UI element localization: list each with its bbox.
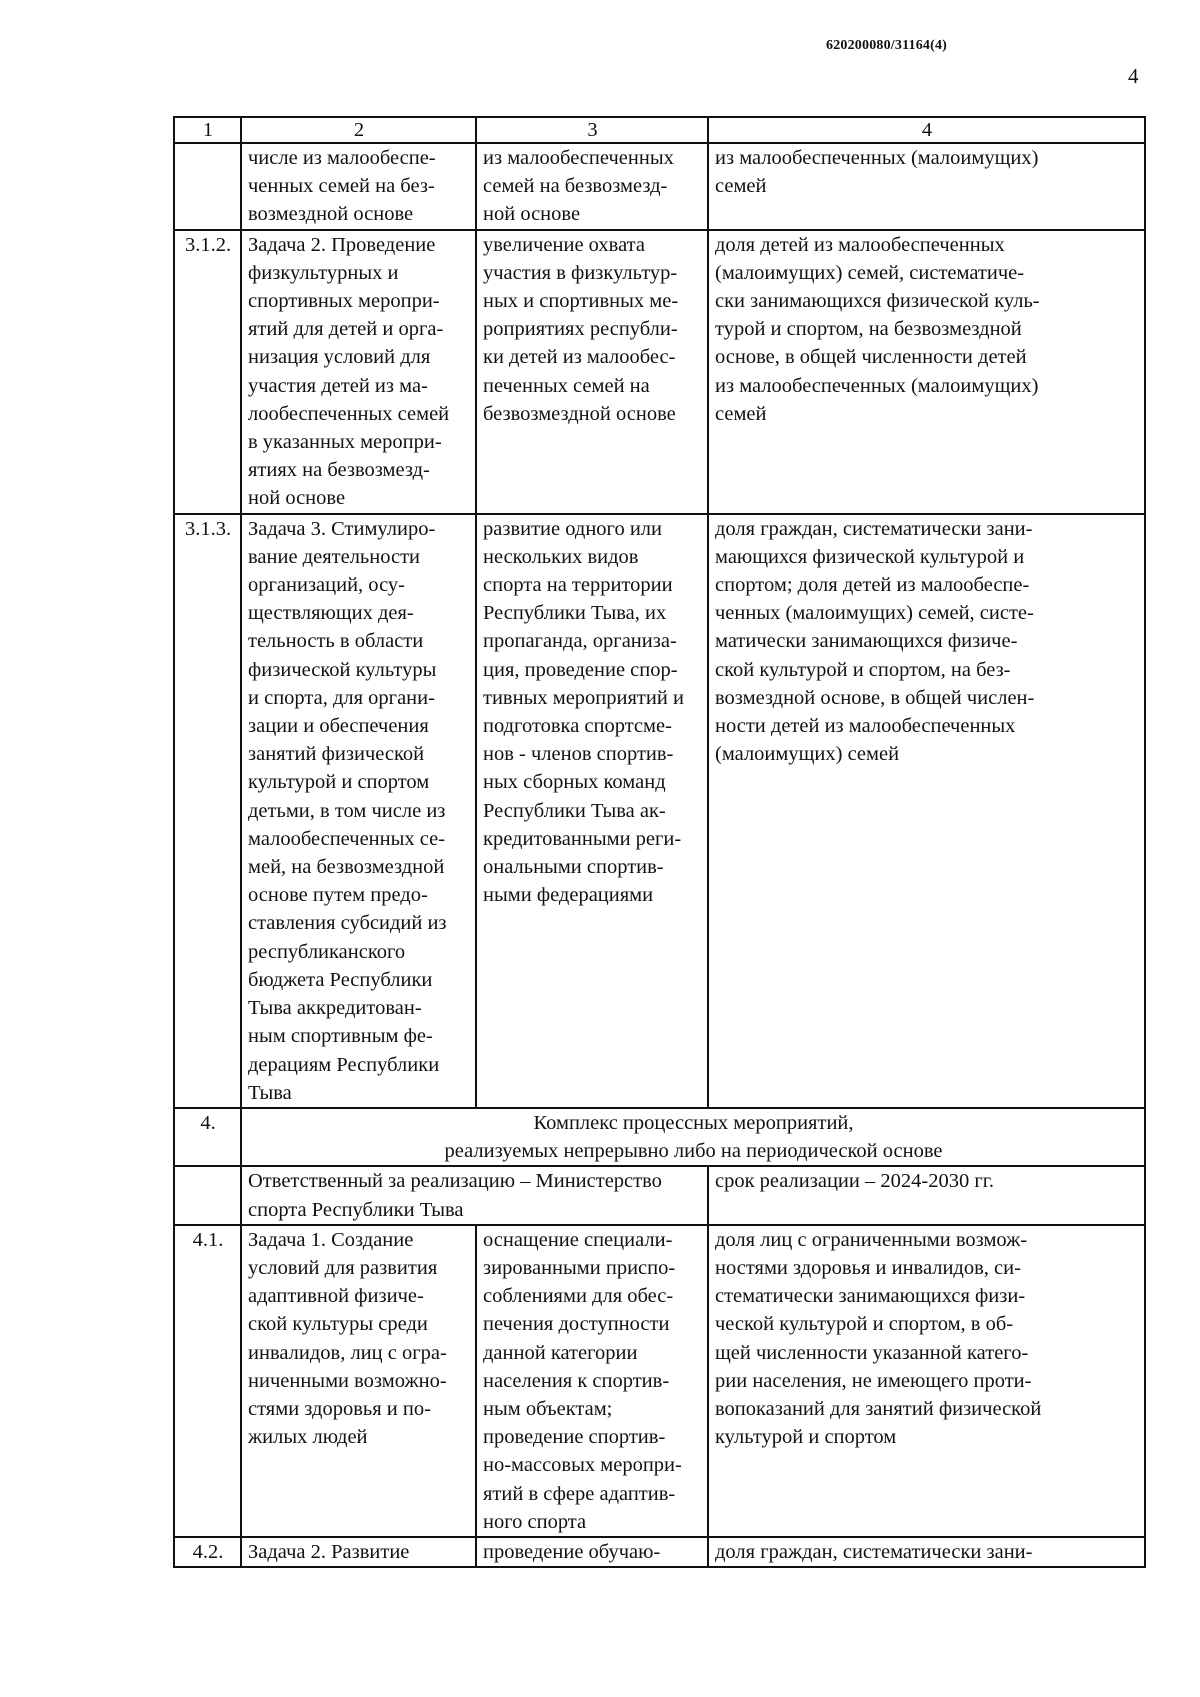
row-number: 4.1. — [174, 1225, 241, 1537]
table-row-3-1-2 — [174, 230, 1145, 514]
indicator-cell: доля граждан, систематически зани- мающихся физической культурой и спортом; доля детей из малообеспе- ченных (малоимущих) семей, систе- матически занимающихся физиче- ской культурой и спортом, на без- возмездной основе, в общей числен- ности детей из малообеспеченных (малоимущих) семей — [708, 514, 1145, 1108]
task-cell: числе из малообеспе- ченных семей на без- возмездной основе — [241, 143, 476, 230]
section-4-title-row — [174, 1108, 1145, 1166]
indicator-cell: доля детей из малообеспеченных (малоимущих) семей, систематиче- ски занимающихся физической куль- турой и спортом, на безвозмездной основе, в общей численности детей из малообеспеченных (малоимущих) семей — [708, 230, 1145, 514]
section-title: Комплекс процессных мероприятий, реализуемых непрерывно либо на периодической основе — [241, 1108, 1145, 1166]
result-cell: из малообеспеченных семей на безвозмезд- ной основе — [476, 143, 708, 230]
task-cell: Задача 2. Проведение физкультурных и спортивных меропри- ятий для детей и орга- низация условий для участия детей из ма- лообеспеченных семей в указанных меропри- ятиях на безвозмезд- ной основе — [241, 230, 476, 514]
row-number-empty — [174, 143, 241, 230]
row-number: 3.1.3. — [174, 514, 241, 1108]
table-row-3-1-3 — [174, 514, 1145, 1108]
table-header-row — [174, 117, 1145, 143]
column-header-4: 4 — [708, 117, 1145, 143]
term-cell: срок реализации – 2024-2030 гг. — [708, 1166, 1145, 1224]
column-header-3: 3 — [476, 117, 708, 143]
program-table — [173, 116, 1146, 1568]
column-header-1: 1 — [174, 117, 241, 143]
row-number-empty — [174, 1166, 241, 1224]
task-cell: Задача 2. Развитие — [241, 1537, 476, 1567]
result-cell: увеличение охвата участия в физкультур- ных и спортивных ме- роприятиях республи- ки детей из малообес- печенных семей на безвозмездной основе — [476, 230, 708, 514]
indicator-cell: из малообеспеченных (малоимущих) семей — [708, 143, 1145, 230]
table-row-continuation — [174, 143, 1145, 230]
table-row-4-1 — [174, 1225, 1145, 1537]
column-header-2: 2 — [241, 117, 476, 143]
indicator-cell: доля граждан, систематически зани- — [708, 1537, 1145, 1567]
table-row-4-2 — [174, 1537, 1145, 1567]
document-id: 620200080/31164(4) — [826, 38, 948, 53]
result-cell: проведение обучаю- — [476, 1537, 708, 1567]
responsible-cell: Ответственный за реализацию – Министерство спорта Республики Тыва — [241, 1166, 708, 1224]
task-cell: Задача 3. Стимулиро- вание деятельности организаций, осу- ществляющих дея- тельность в области физической культуры и спорта, для органи- зации и обеспечения занятий физической культурой и спортом детьми, в том числе из малообеспеченных се- мей, на безвозмездной основе путем предо- ставления субсидий из республиканского бюджета Республики Тыва аккредитован- ным спортивным фе- дерациям Республики Тыва — [241, 514, 476, 1108]
section-4-responsible-row — [174, 1166, 1145, 1224]
result-cell: оснащение специали- зированными приспо- соблениями для обес- печения доступности данной категории населения к спортив- ным объектам; проведение спортив- но-массовых меропри- ятий в сфере адаптив- ного спорта — [476, 1225, 708, 1537]
task-cell: Задача 1. Создание условий для развития адаптивной физиче- ской культуры среди инвалидов, лиц с огра- ниченными возможно- стями здоровья и по- жилых людей — [241, 1225, 476, 1537]
indicator-cell: доля лиц с ограниченными возмож- ностями здоровья и инвалидов, си- стематически занимающихся физи- ческой культурой и спортом, в об- щей численности указанной катего- рии населения, не имеющего проти- вопоказаний для занятий физической культурой и спортом — [708, 1225, 1145, 1537]
page-number: 4 — [1128, 64, 1139, 88]
row-number: 4. — [174, 1108, 241, 1166]
row-number: 4.2. — [174, 1537, 241, 1567]
result-cell: развитие одного или нескольких видов спорта на территории Республики Тыва, их пропаганда, организа- ция, проведение спор- тивных мероприятий и подготовка спортсме- нов - членов спортив- ных сборных команд Республики Тыва ак- кредитованными реги- ональными спортив- ными федерациями — [476, 514, 708, 1108]
row-number: 3.1.2. — [174, 230, 241, 514]
